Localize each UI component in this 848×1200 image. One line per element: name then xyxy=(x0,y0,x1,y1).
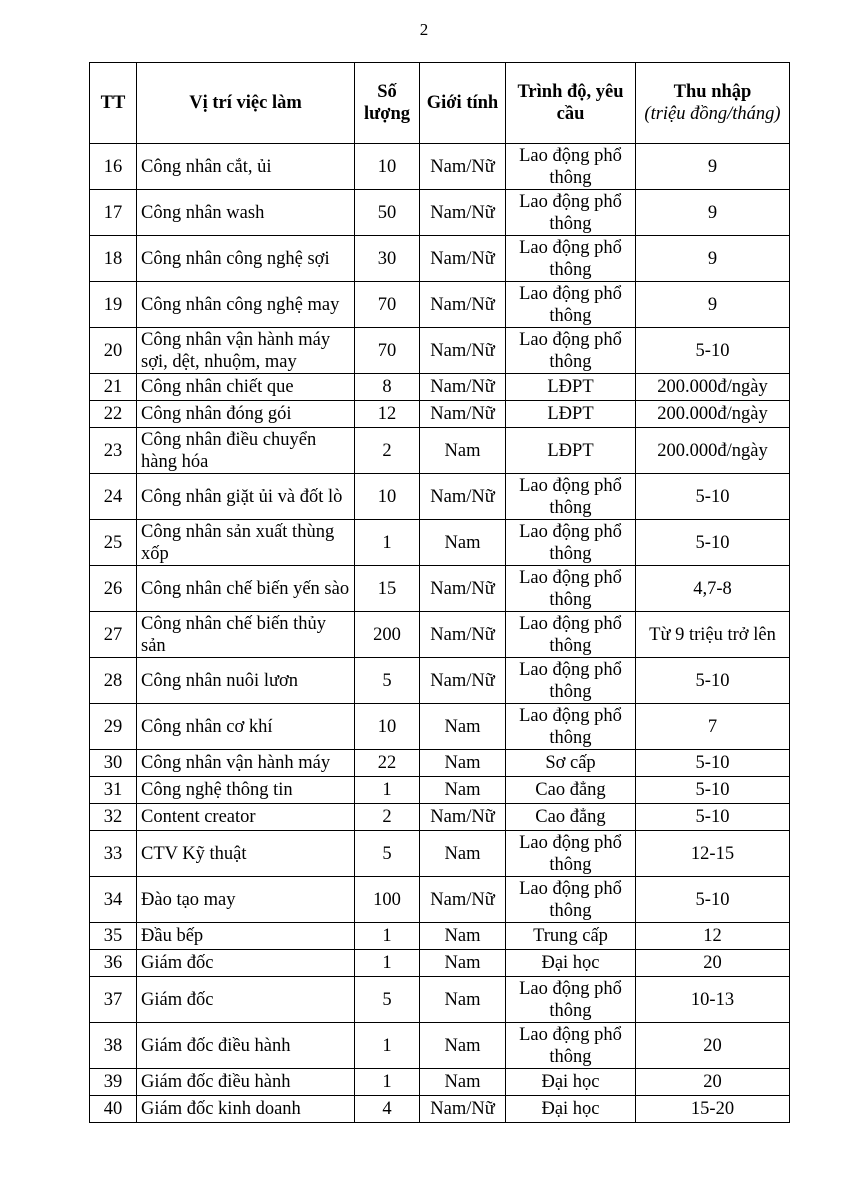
cell-position: Công nhân công nghệ may xyxy=(137,282,355,328)
cell-income: 20 xyxy=(636,1069,790,1096)
cell-gender: Nam xyxy=(420,704,506,750)
cell-gender: Nam/Nữ xyxy=(420,401,506,428)
cell-gender: Nam xyxy=(420,977,506,1023)
cell-position: Công nhân chế biến thủy sản xyxy=(137,612,355,658)
header-gender: Giới tính xyxy=(420,63,506,144)
cell-requirement: Cao đẳng xyxy=(506,777,636,804)
cell-quantity: 1 xyxy=(355,1023,420,1069)
cell-tt: 30 xyxy=(90,750,137,777)
cell-tt: 35 xyxy=(90,923,137,950)
cell-gender: Nam xyxy=(420,831,506,877)
cell-requirement: Đại học xyxy=(506,1096,636,1123)
cell-income: 5-10 xyxy=(636,658,790,704)
cell-gender: Nam xyxy=(420,950,506,977)
cell-requirement: Lao động phổ thông xyxy=(506,190,636,236)
cell-quantity: 1 xyxy=(355,520,420,566)
cell-income: 12 xyxy=(636,923,790,950)
cell-tt: 31 xyxy=(90,777,137,804)
cell-gender: Nam/Nữ xyxy=(420,190,506,236)
cell-position: Công nhân đóng gói xyxy=(137,401,355,428)
table-row xyxy=(90,612,790,658)
cell-position: Công nhân sản xuất thùng xốp xyxy=(137,520,355,566)
table-row xyxy=(90,374,790,401)
cell-tt: 38 xyxy=(90,1023,137,1069)
cell-gender: Nam xyxy=(420,923,506,950)
header-income xyxy=(636,63,790,144)
cell-quantity: 30 xyxy=(355,236,420,282)
cell-position: Công nhân vận hành máy xyxy=(137,750,355,777)
cell-tt: 16 xyxy=(90,144,137,190)
cell-tt: 33 xyxy=(90,831,137,877)
table-row xyxy=(90,520,790,566)
cell-quantity: 22 xyxy=(355,750,420,777)
cell-position: Giám đốc xyxy=(137,950,355,977)
cell-requirement: Lao động phổ thông xyxy=(506,520,636,566)
cell-tt: 21 xyxy=(90,374,137,401)
cell-requirement: Lao động phổ thông xyxy=(506,236,636,282)
cell-income: 5-10 xyxy=(636,877,790,923)
cell-tt: 17 xyxy=(90,190,137,236)
table-row xyxy=(90,777,790,804)
cell-quantity: 100 xyxy=(355,877,420,923)
cell-income: 5-10 xyxy=(636,520,790,566)
cell-position: Đầu bếp xyxy=(137,923,355,950)
cell-tt: 18 xyxy=(90,236,137,282)
cell-tt: 22 xyxy=(90,401,137,428)
cell-income: 5-10 xyxy=(636,804,790,831)
cell-requirement: Lao động phổ thông xyxy=(506,566,636,612)
cell-gender: Nam/Nữ xyxy=(420,658,506,704)
cell-income: 20 xyxy=(636,1023,790,1069)
cell-gender: Nam/Nữ xyxy=(420,566,506,612)
cell-tt: 39 xyxy=(90,1069,137,1096)
cell-quantity: 4 xyxy=(355,1096,420,1123)
cell-requirement: LĐPT xyxy=(506,401,636,428)
cell-position: Giám đốc kinh doanh xyxy=(137,1096,355,1123)
header-tt: TT xyxy=(90,63,137,144)
cell-position: Giám đốc xyxy=(137,977,355,1023)
cell-income: 5-10 xyxy=(636,750,790,777)
cell-quantity: 10 xyxy=(355,144,420,190)
cell-requirement: Lao động phổ thông xyxy=(506,658,636,704)
table-row xyxy=(90,282,790,328)
cell-gender: Nam xyxy=(420,750,506,777)
table-row xyxy=(90,428,790,474)
cell-requirement: Lao động phổ thông xyxy=(506,704,636,750)
table-header-row xyxy=(90,63,790,144)
cell-requirement: Sơ cấp xyxy=(506,750,636,777)
table-row xyxy=(90,328,790,374)
cell-quantity: 5 xyxy=(355,831,420,877)
cell-requirement: Lao động phổ thông xyxy=(506,328,636,374)
table-row xyxy=(90,474,790,520)
cell-income: 20 xyxy=(636,950,790,977)
cell-income: 9 xyxy=(636,144,790,190)
cell-gender: Nam/Nữ xyxy=(420,144,506,190)
cell-position: Công nhân điều chuyển hàng hóa xyxy=(137,428,355,474)
table-row xyxy=(90,1023,790,1069)
table-row xyxy=(90,950,790,977)
cell-income: 9 xyxy=(636,236,790,282)
table-row xyxy=(90,401,790,428)
cell-income: 9 xyxy=(636,190,790,236)
cell-quantity: 1 xyxy=(355,923,420,950)
cell-tt: 20 xyxy=(90,328,137,374)
cell-requirement: Cao đẳng xyxy=(506,804,636,831)
cell-position: Công nhân chế biến yến sào xyxy=(137,566,355,612)
cell-gender: Nam xyxy=(420,520,506,566)
cell-requirement: LĐPT xyxy=(506,374,636,401)
cell-quantity: 70 xyxy=(355,282,420,328)
job-table xyxy=(89,62,790,1123)
cell-gender: Nam/Nữ xyxy=(420,1096,506,1123)
cell-quantity: 10 xyxy=(355,474,420,520)
header-income-unit: (triệu đồng/tháng) xyxy=(644,104,781,124)
table-row xyxy=(90,1069,790,1096)
cell-income: 10-13 xyxy=(636,977,790,1023)
cell-income: 5-10 xyxy=(636,328,790,374)
cell-tt: 37 xyxy=(90,977,137,1023)
cell-quantity: 1 xyxy=(355,777,420,804)
table-row xyxy=(90,190,790,236)
cell-quantity: 2 xyxy=(355,804,420,831)
cell-tt: 27 xyxy=(90,612,137,658)
cell-requirement: Lao động phổ thông xyxy=(506,282,636,328)
cell-income: 5-10 xyxy=(636,777,790,804)
cell-tt: 34 xyxy=(90,877,137,923)
cell-quantity: 50 xyxy=(355,190,420,236)
cell-requirement: Đại học xyxy=(506,1069,636,1096)
table-row xyxy=(90,804,790,831)
cell-requirement: Lao động phổ thông xyxy=(506,144,636,190)
table-row xyxy=(90,144,790,190)
cell-gender: Nam xyxy=(420,428,506,474)
cell-quantity: 1 xyxy=(355,1069,420,1096)
cell-gender: Nam/Nữ xyxy=(420,804,506,831)
cell-gender: Nam/Nữ xyxy=(420,612,506,658)
table-row xyxy=(90,658,790,704)
cell-income: 9 xyxy=(636,282,790,328)
cell-tt: 19 xyxy=(90,282,137,328)
header-quantity: Số lượng xyxy=(355,63,420,144)
cell-income: 15-20 xyxy=(636,1096,790,1123)
cell-requirement: Lao động phổ thông xyxy=(506,877,636,923)
cell-quantity: 15 xyxy=(355,566,420,612)
cell-income: 200.000đ/ngày xyxy=(636,401,790,428)
table-row xyxy=(90,977,790,1023)
cell-gender: Nam/Nữ xyxy=(420,282,506,328)
cell-position: Công nhân công nghệ sợi xyxy=(137,236,355,282)
cell-income: 4,7-8 xyxy=(636,566,790,612)
cell-tt: 24 xyxy=(90,474,137,520)
cell-tt: 26 xyxy=(90,566,137,612)
cell-quantity: 12 xyxy=(355,401,420,428)
cell-position: Công nhân cơ khí xyxy=(137,704,355,750)
cell-position: Giám đốc điều hành xyxy=(137,1069,355,1096)
table-row xyxy=(90,831,790,877)
cell-income: 200.000đ/ngày xyxy=(636,374,790,401)
cell-quantity: 10 xyxy=(355,704,420,750)
cell-requirement: LĐPT xyxy=(506,428,636,474)
cell-income: 7 xyxy=(636,704,790,750)
cell-tt: 32 xyxy=(90,804,137,831)
cell-gender: Nam xyxy=(420,1023,506,1069)
cell-quantity: 8 xyxy=(355,374,420,401)
cell-tt: 29 xyxy=(90,704,137,750)
cell-position: Công nhân wash xyxy=(137,190,355,236)
cell-tt: 23 xyxy=(90,428,137,474)
table-row xyxy=(90,877,790,923)
table-row xyxy=(90,704,790,750)
cell-quantity: 5 xyxy=(355,977,420,1023)
cell-income: 12-15 xyxy=(636,831,790,877)
cell-gender: Nam xyxy=(420,1069,506,1096)
cell-position: Công nhân vận hành máy sợi, dệt, nhuộm, may xyxy=(137,328,355,374)
cell-position: Công nhân nuôi lươn xyxy=(137,658,355,704)
cell-gender: Nam/Nữ xyxy=(420,877,506,923)
page-number: 2 xyxy=(419,20,429,39)
cell-tt: 36 xyxy=(90,950,137,977)
header-position: Vị trí việc làm xyxy=(137,63,355,144)
cell-position: Đào tạo may xyxy=(137,877,355,923)
cell-requirement: Lao động phổ thông xyxy=(506,977,636,1023)
cell-position: Content creator xyxy=(137,804,355,831)
cell-requirement: Đại học xyxy=(506,950,636,977)
cell-income: 5-10 xyxy=(636,474,790,520)
cell-requirement: Trung cấp xyxy=(506,923,636,950)
cell-gender: Nam/Nữ xyxy=(420,328,506,374)
table-row xyxy=(90,923,790,950)
cell-position: Công nhân giặt ủi và đốt lò xyxy=(137,474,355,520)
cell-gender: Nam/Nữ xyxy=(420,236,506,282)
cell-quantity: 5 xyxy=(355,658,420,704)
cell-quantity: 70 xyxy=(355,328,420,374)
cell-gender: Nam/Nữ xyxy=(420,374,506,401)
header-income-label: Thu nhập xyxy=(673,82,752,102)
cell-position: Công nghệ thông tin xyxy=(137,777,355,804)
cell-tt: 40 xyxy=(90,1096,137,1123)
cell-tt: 25 xyxy=(90,520,137,566)
cell-gender: Nam xyxy=(420,777,506,804)
cell-quantity: 1 xyxy=(355,950,420,977)
table-row xyxy=(90,750,790,777)
cell-requirement: Lao động phổ thông xyxy=(506,831,636,877)
cell-gender: Nam/Nữ xyxy=(420,474,506,520)
cell-quantity: 200 xyxy=(355,612,420,658)
cell-income: 200.000đ/ngày xyxy=(636,428,790,474)
cell-position: CTV Kỹ thuật xyxy=(137,831,355,877)
table-row xyxy=(90,236,790,282)
header-requirement: Trình độ, yêu cầu xyxy=(506,63,636,144)
cell-requirement: Lao động phổ thông xyxy=(506,1023,636,1069)
cell-requirement: Lao động phổ thông xyxy=(506,612,636,658)
table-row xyxy=(90,1096,790,1123)
cell-requirement: Lao động phổ thông xyxy=(506,474,636,520)
table-row xyxy=(90,566,790,612)
cell-position: Giám đốc điều hành xyxy=(137,1023,355,1069)
cell-tt: 28 xyxy=(90,658,137,704)
cell-position: Công nhân chiết que xyxy=(137,374,355,401)
cell-position: Công nhân cắt, ủi xyxy=(137,144,355,190)
cell-quantity: 2 xyxy=(355,428,420,474)
cell-income: Từ 9 triệu trở lên xyxy=(636,612,790,658)
